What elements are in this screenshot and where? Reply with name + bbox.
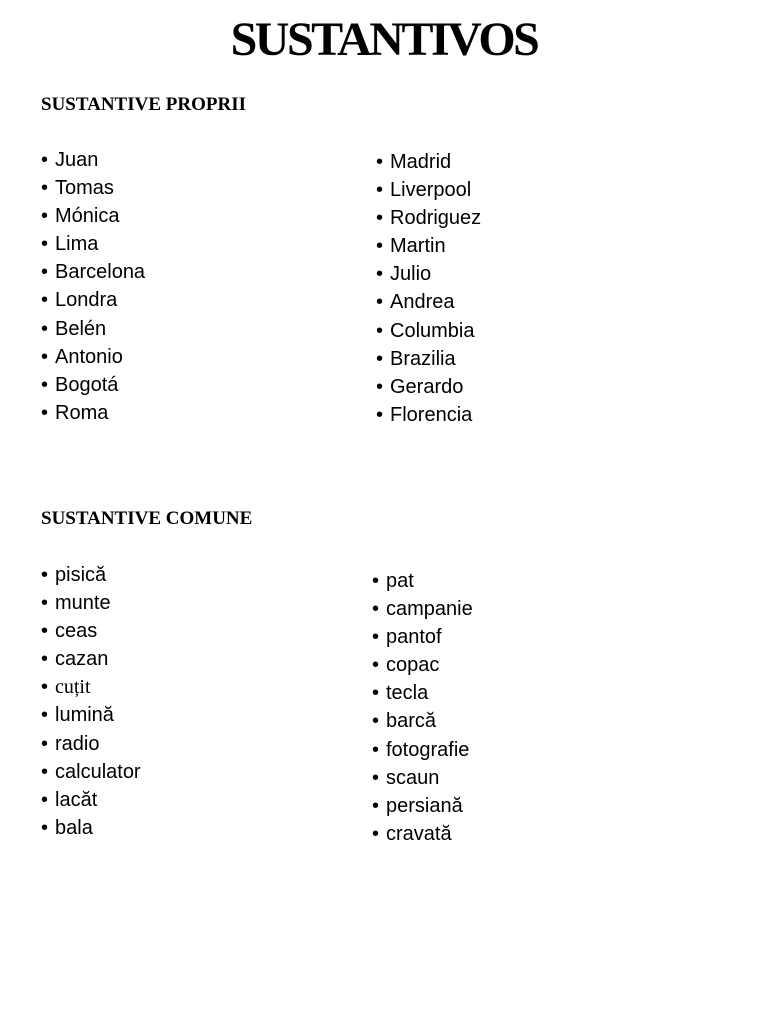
list-item-text: Julio <box>390 263 432 286</box>
bullet: • <box>41 261 49 284</box>
list-item <box>372 707 473 735</box>
bullet: • <box>41 732 49 755</box>
bullet: • <box>41 373 49 396</box>
common-nouns-list-left <box>41 561 141 842</box>
list-item <box>376 232 481 260</box>
list-item <box>376 148 481 176</box>
list-item <box>376 260 481 288</box>
page-title: SUSTANTIVOS <box>230 13 538 66</box>
list-item <box>41 230 145 258</box>
list-item-text: calculator <box>55 760 141 783</box>
bullet: • <box>41 704 49 727</box>
list-item-text: tecla <box>386 682 429 705</box>
list-item-text: bala <box>55 816 93 839</box>
bullet: • <box>372 710 380 733</box>
list-item-text: pat <box>386 570 414 592</box>
bullet: • <box>376 151 384 173</box>
list-item <box>41 758 141 786</box>
bullet: • <box>41 317 49 340</box>
bullet: • <box>41 149 49 171</box>
bullet: • <box>376 291 384 314</box>
proper-nouns-list-left <box>41 146 145 427</box>
list-item-text: Londra <box>55 289 118 312</box>
list-item-text: Belén <box>55 317 107 340</box>
list-item <box>41 371 145 399</box>
bullet: • <box>41 564 49 586</box>
list-item-text: cravată <box>386 822 452 845</box>
bullet: • <box>376 403 384 426</box>
common-nouns-list-right <box>372 567 473 848</box>
bullet: • <box>372 570 380 592</box>
section-heading-proper-nouns: SUSTANTIVE PROPRII <box>41 94 246 115</box>
bullet: • <box>41 233 49 256</box>
bullet: • <box>372 738 380 761</box>
bullet: • <box>376 179 384 202</box>
list-item <box>41 701 141 729</box>
bullet: • <box>41 177 49 200</box>
list-item-text: Martin <box>390 235 446 258</box>
list-item-text: cuțit <box>55 676 91 699</box>
list-item <box>41 561 141 589</box>
list-item <box>41 814 141 842</box>
list-item <box>376 401 481 429</box>
list-item-text: cazan <box>55 648 109 671</box>
bullet: • <box>41 816 49 839</box>
list-item-text: lacăt <box>55 788 98 811</box>
list-item-text: Antonio <box>55 345 123 368</box>
list-item <box>376 176 481 204</box>
list-item-text: radio <box>55 732 100 755</box>
list-item <box>372 764 473 792</box>
list-item <box>41 645 141 673</box>
list-item <box>41 399 145 427</box>
list-item-text: Mónica <box>55 205 120 228</box>
bullet: • <box>41 289 49 312</box>
list-item-text: Tomas <box>55 177 114 200</box>
list-item-text: Liverpool <box>390 179 472 202</box>
bullet: • <box>41 345 49 368</box>
list-item <box>41 315 145 343</box>
bullet: • <box>372 626 380 649</box>
list-item <box>41 258 145 286</box>
list-item <box>372 820 473 848</box>
section-heading-common-nouns: SUSTANTIVE COMUNE <box>41 508 253 529</box>
list-item <box>372 595 473 623</box>
list-item <box>372 792 473 820</box>
list-item-text: Columbia <box>390 319 475 342</box>
list-item-text: barcă <box>386 710 437 733</box>
list-item <box>41 286 145 314</box>
list-item-text: munte <box>55 592 111 615</box>
list-item-text: persiană <box>386 794 463 817</box>
list-item-text: ceas <box>55 620 98 643</box>
bullet: • <box>376 263 384 286</box>
bullet: • <box>372 822 380 845</box>
list-item-text: Andrea <box>390 291 455 314</box>
bullet: • <box>41 620 49 643</box>
bullet: • <box>376 235 384 258</box>
list-item <box>41 673 141 701</box>
list-item-text: lumină <box>55 704 114 727</box>
list-item-text: Lima <box>55 233 99 256</box>
list-item <box>41 174 145 202</box>
bullet: • <box>372 598 380 621</box>
list-item <box>376 204 481 232</box>
bullet: • <box>41 401 49 424</box>
list-item <box>376 373 481 401</box>
bullet: • <box>41 788 49 811</box>
list-item-text: Gerardo <box>390 375 464 398</box>
list-item-text: fotografie <box>386 738 470 761</box>
bullet: • <box>41 592 49 615</box>
bullet: • <box>372 682 380 705</box>
bullet: • <box>41 648 49 671</box>
list-item <box>376 345 481 373</box>
list-item <box>376 288 481 316</box>
list-item <box>376 317 481 345</box>
list-item <box>41 146 145 174</box>
list-item-text: Florencia <box>390 403 473 426</box>
list-item-text: Madrid <box>390 151 452 173</box>
list-item-text: Juan <box>55 149 99 171</box>
bullet: • <box>376 319 384 342</box>
list-item <box>372 679 473 707</box>
list-item <box>41 730 141 758</box>
bullet: • <box>41 205 49 228</box>
bullet: • <box>376 375 384 398</box>
proper-nouns-list-right <box>376 148 481 429</box>
list-item-text: pantof <box>386 626 442 649</box>
list-item-text: Roma <box>55 401 109 424</box>
list-item-text: Barcelona <box>55 261 146 284</box>
bullet: • <box>372 654 380 677</box>
list-item-text: campanie <box>386 598 473 621</box>
bullet: • <box>372 794 380 817</box>
list-item <box>41 343 145 371</box>
list-item <box>41 786 141 814</box>
list-item <box>372 736 473 764</box>
list-item <box>372 567 473 595</box>
list-item <box>372 651 473 679</box>
bullet: • <box>41 676 49 699</box>
list-item-text: pisică <box>55 564 107 586</box>
list-item <box>41 617 141 645</box>
bullet: • <box>372 766 380 789</box>
bullet: • <box>376 347 384 370</box>
list-item <box>372 623 473 651</box>
list-item-text: Bogotá <box>55 373 119 396</box>
list-item-text: Rodriguez <box>390 207 482 230</box>
list-item <box>41 202 145 230</box>
bullet: • <box>376 207 384 230</box>
list-item-text: scaun <box>386 766 440 789</box>
list-item-text: Brazilia <box>390 347 456 370</box>
bullet: • <box>41 760 49 783</box>
list-item <box>41 589 141 617</box>
list-item-text: copac <box>386 654 440 677</box>
